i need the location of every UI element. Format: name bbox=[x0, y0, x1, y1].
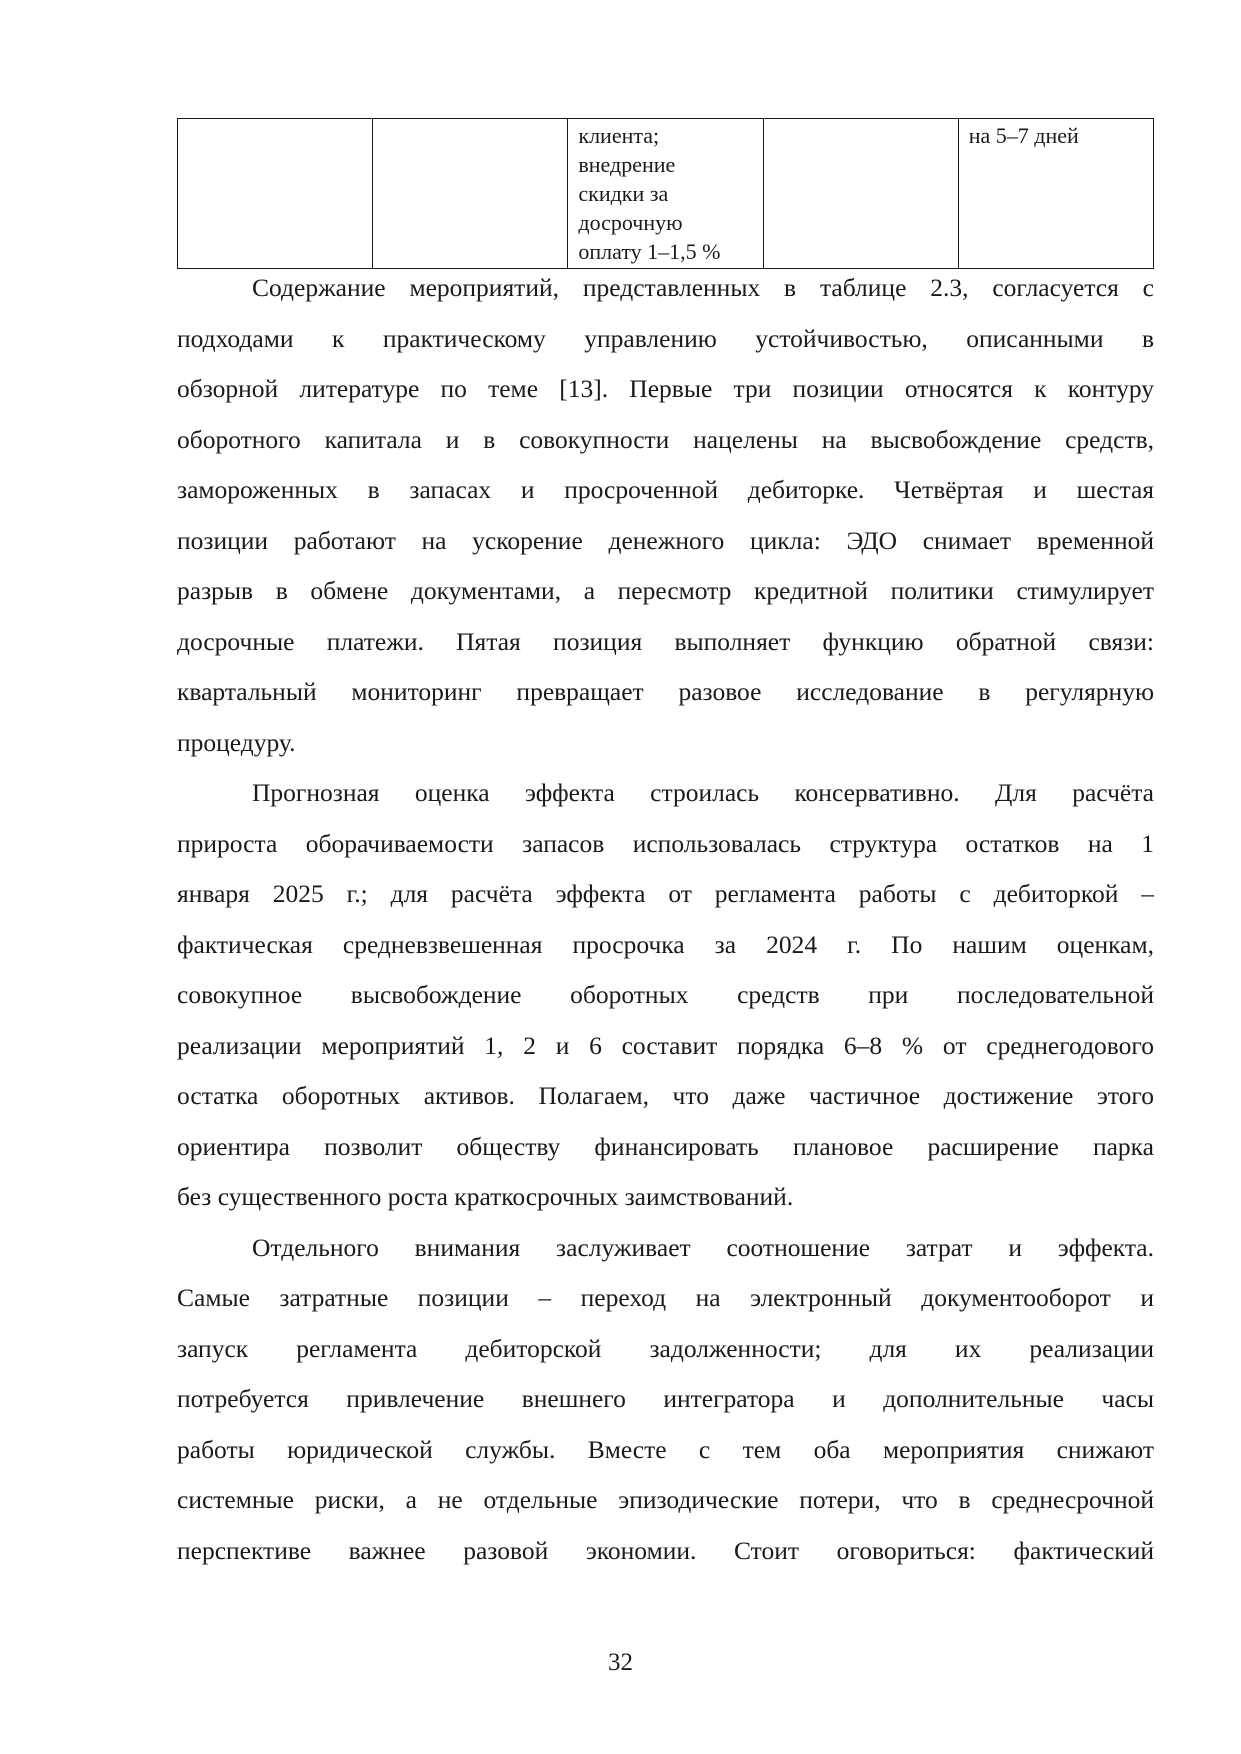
text-line: квартальный мониторинг превращает разовое исследование в регулярную bbox=[177, 677, 1154, 706]
table-cell bbox=[178, 119, 373, 269]
table-cell bbox=[958, 119, 1153, 269]
text-line: января 2025 г.; для расчёта эффекта от регламента работы с дебиторкой – bbox=[177, 879, 1154, 908]
table-cell bbox=[763, 119, 958, 269]
text-line: потребуется привлечение внешнего интегратора и дополнительные часы bbox=[177, 1384, 1154, 1413]
table-row bbox=[178, 119, 1154, 269]
text-line: подходами к практическому управлению устойчивостью, описанными в bbox=[177, 323, 1154, 353]
paragraph bbox=[177, 263, 1154, 768]
text-line: совокупное высвобождение оборотных средств при последовательной bbox=[177, 980, 1154, 1009]
cell-text-line: оплату 1–1,5 % bbox=[578, 239, 721, 264]
table bbox=[177, 118, 1154, 269]
text-line: без существенного роста краткосрочных заимствований. bbox=[177, 1182, 794, 1211]
text-line: Отдельного внимания заслуживает соотношение затрат и эффекта. bbox=[252, 1232, 1154, 1262]
cell-text-line: на 5–7 дней bbox=[968, 123, 1079, 148]
text-line: реализации мероприятий 1, 2 и 6 составит порядка 6–8 % от среднегодового bbox=[177, 1030, 1154, 1060]
cell-text-line: клиента; bbox=[578, 123, 660, 148]
text-line: остатка оборотных активов. Полагаем, что даже частичное достижение этого bbox=[177, 1081, 1154, 1110]
text-line: системные риски, а не отдельные эпизодические потери, что в среднесрочной bbox=[177, 1485, 1154, 1514]
table-cell bbox=[568, 119, 763, 269]
paragraph bbox=[177, 1223, 1154, 1577]
text-line: прироста оборачиваемости запасов использовалась структура остатков на 1 bbox=[177, 828, 1154, 858]
table-cell bbox=[373, 119, 568, 269]
text-line: запуск регламента дебиторской задолженности; для их реализации bbox=[177, 1333, 1154, 1363]
text-line: Самые затратные позиции – переход на электронный документооборот и bbox=[177, 1283, 1154, 1312]
text-line: работы юридической службы. Вместе с тем оба мероприятия снижают bbox=[177, 1434, 1154, 1464]
cell-text-line: скидки за bbox=[578, 181, 669, 206]
text-line: Содержание мероприятий, представленных в таблице 2.3, согласуется с bbox=[252, 273, 1154, 302]
text-line: досрочные платежи. Пятая позиция выполняет функцию обратной связи: bbox=[177, 626, 1154, 656]
text-line: фактическая средневзвешенная просрочка за 2024 г. По нашим оценкам, bbox=[177, 929, 1154, 959]
body-text bbox=[177, 263, 1154, 1576]
text-line: ориентира позволит обществу финансировать плановое расширение парка bbox=[177, 1131, 1154, 1161]
paragraph bbox=[177, 768, 1154, 1223]
text-line: Прогнозная оценка эффекта строилась консервативно. Для расчёта bbox=[252, 778, 1154, 807]
cell-text-line: внедрение bbox=[578, 152, 676, 177]
text-line: перспективе важнее разовой экономии. Стоит оговориться: фактический bbox=[177, 1535, 1154, 1565]
text-line: замороженных в запасах и просроченной дебиторке. Четвёртая и шестая bbox=[177, 475, 1154, 504]
text-line: процедуру. bbox=[177, 727, 296, 757]
cell-text-line: досрочную bbox=[578, 210, 683, 235]
text-line: позиции работают на ускорение денежного цикла: ЭДО снимает временной bbox=[177, 525, 1154, 555]
text-line: разрыв в обмене документами, а пересмотр кредитной политики стимулирует bbox=[177, 576, 1154, 605]
text-line: оборотного капитала и в совокупности нацелены на высвобождение средств, bbox=[177, 424, 1154, 454]
measures-table-continuation bbox=[177, 118, 1154, 269]
text-line: обзорной литературе по теме [13]. Первые три позиции относятся к контуру bbox=[177, 374, 1154, 403]
page-number: 32 bbox=[608, 1649, 633, 1676]
